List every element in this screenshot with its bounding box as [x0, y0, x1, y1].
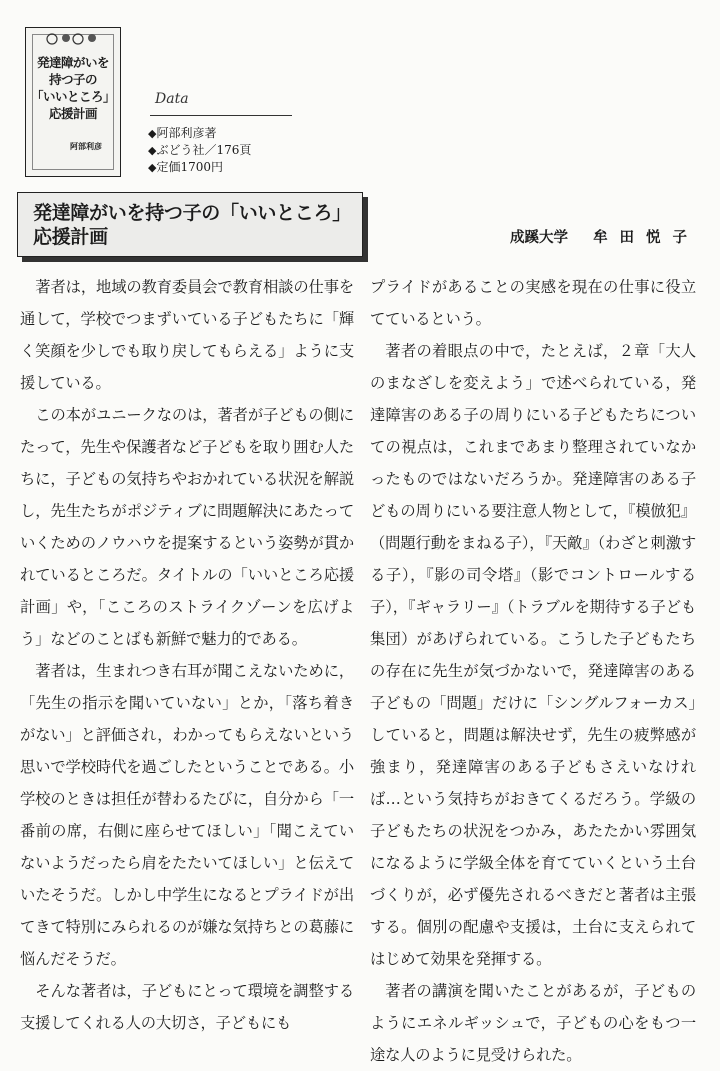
reviewer-name: 牟田悦子 — [593, 230, 700, 246]
article-title-line2: 応援計画 — [33, 226, 108, 248]
paragraph: そんな著者は，子どもにとって環境を調整する支援してくれる人の大切さ，子どもにも — [20, 982, 354, 1032]
paragraph: 著者は，地域の教育委員会で教育相談の仕事を通して，学校でつまずいている子どもたちに「輝く笑顔を少しでも取り戻してもらえる」ように支援している。 — [20, 278, 354, 392]
article-title-line1: 発達障がいを持つ子の「いいところ」 — [33, 202, 351, 224]
data-divider — [150, 115, 292, 116]
paragraph: 著者の着眼点の中で，たとえば，２章「大人のまなざしを変えよう」で述べられている，発達障害のある子の周りにいる子どもたちについての視点は，これまであまり整理されていなかったものではないだろうか。発達障害のある子どもの周りにいる要注意人物として，『模倣犯』（問題行動をまねる子），『天敵』（わざと刺激する子），『影の司令塔』（影でコントロールする子），『ギャラリー』（トラブルを期待する子ども集団）があげられている。こうした子どもたちの存在に先生が気づかないで，発達障害のある子どもの「問題」だけに「シングルフォーカス」していると，問題は解決せず，先生の疲弊感が強まり，発達障害のある子どもさえいなければ…という気持ちがおきてくるだろう。学級の子どもたちの状況をつかみ，あたたかい雰囲気になるように学級全体を育てていくという土台づくりが，必ず優先されるべきだと著者は主張する。個別の配慮や支援は，土台に支えられてはじめて効果を発揮する。 — [370, 342, 696, 968]
article-title-box — [17, 192, 363, 257]
paragraph: この本がユニークなのは，著者が子どもの側にたって，先生や保護者など子どもを取り囲む人たちに，子どもの気持ちやおかれている状況を解説し，先生たちがポジティブに問題解決にあたっていくためのノウハウを提案するという姿勢が貫かれているところだ。タイトルの「いいところ応援計画」や，「こころのストライクゾーンを広げよう」などのことばも新鮮で魅力的である。 — [20, 406, 354, 648]
cover-title-line: 応援計画 — [48, 106, 97, 121]
data-label: Data — [155, 91, 189, 107]
cover-title-line: 「いいところ」 — [30, 89, 115, 104]
book-data-list — [148, 125, 251, 176]
paragraph: 著者は，生まれつき右耳が聞こえないために，「先生の指示を聞いていない」とか，「落ち着きがない」と評価され，わかってもらえないという思いで学校時代を過ごしたということである。小学校のときは担任が替わるたびに，自分から「一番前の席，右側に座らせてほしい」「聞こえていないようだったら肩をたたいてほしい」と伝えていたそうだ。しかし中学生になるとプライドが出てきて特別にみられるのが嫌な気持ちとの葛藤に悩んだそうだ。 — [20, 662, 354, 968]
paragraph: 著者の講演を聞いたことがあるが，子どものようにエネルギッシュで，子どもの心をもつ一途な人のように見受けられた。 — [370, 982, 696, 1064]
cover-illustration-icon — [44, 31, 100, 47]
reviewer-affiliation: 成蹊大学 — [510, 230, 568, 246]
book-data-price: ◆ 定価1700円 — [148, 159, 251, 176]
book-cover-title — [30, 54, 116, 122]
book-data-author: ◆ 阿部利彦著 — [148, 125, 251, 142]
article-column-right — [370, 271, 696, 1071]
cover-title-line: 持つ子の — [48, 72, 97, 87]
book-cover-author: 阿部利彦 — [70, 142, 102, 151]
article-column-left — [20, 271, 354, 1039]
paragraph: プライドがあることの実感を現在の仕事に役立てているという。 — [370, 278, 696, 328]
cover-title-line: 発達障がいを — [36, 55, 109, 70]
book-data-publisher: ◆ ぶどう社／176頁 — [148, 142, 251, 159]
reviewer-byline — [510, 226, 699, 247]
book-cover — [25, 27, 121, 177]
